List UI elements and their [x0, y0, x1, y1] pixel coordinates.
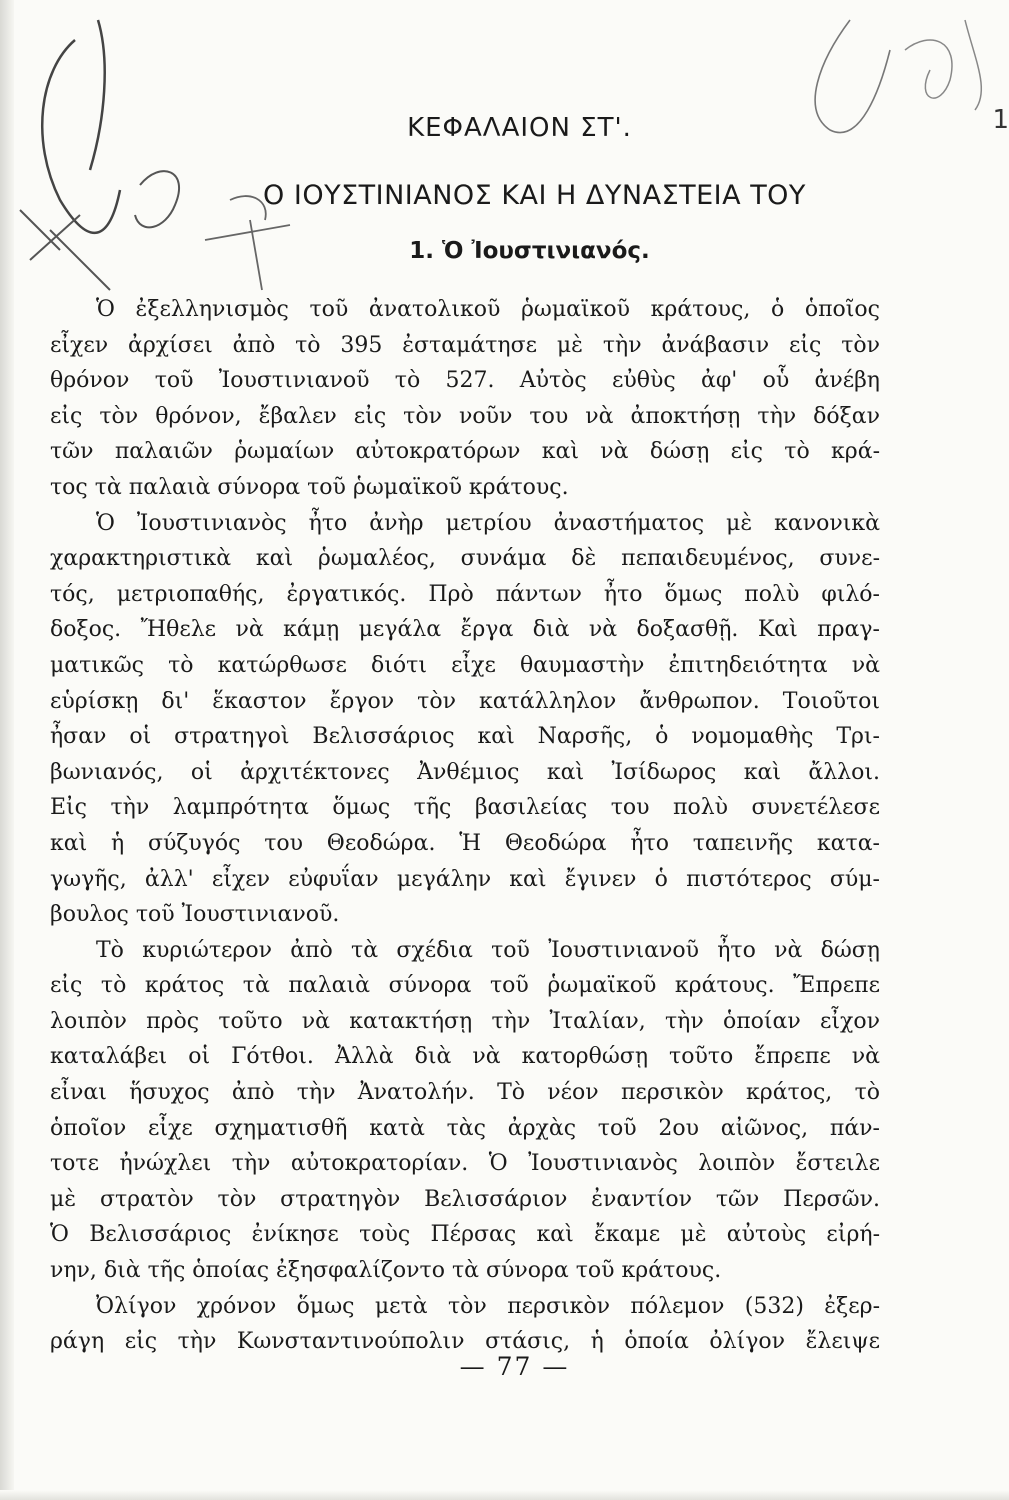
section-heading: 1. Ὁ Ἰουστινιανός.	[409, 238, 650, 264]
text-line: Ὀλίγον χρόνον ὅμως μετὰ τὸν περσικὸν πόλεμον (532) ἐξερ-	[96, 1293, 880, 1319]
text-line: εἰς τὸν θρόνον, ἔβαλεν εἰς τὸν νοῦν του νὰ ἀποκτήσῃ τὴν δόξαν	[50, 403, 880, 429]
text-line: ματικῶς τὸ κατώρθωσε διότι εἶχε θαυμαστὴν ἐπιτηδειότητα νὰ	[50, 652, 880, 678]
handwritten-annotation	[0, 0, 1009, 320]
chapter-heading: ΚΕΦΑΛΑΙΟΝ ΣΤ'.	[407, 113, 632, 143]
text-line: Ὁ ἐξελληνισμὸς τοῦ ἀνατολικοῦ ῥωμαϊκοῦ κράτους, ὁ ὁποῖος	[96, 297, 880, 322]
text-line: τοτε ἠνώχλει τὴν αὐτοκρατορίαν. Ὁ Ἰουστινιανὸς λοιπὸν ἔστειλε	[50, 1151, 880, 1177]
margin-mark: 1	[992, 105, 1009, 135]
text-line: τος τὰ παλαιὰ σύνορα τοῦ ῥωμαϊκοῦ κράτους.	[50, 474, 569, 500]
text-line: Ὁ Ἰουστινιανὸς ἦτο ἀνὴρ μετρίου ἀναστήματος μὲ κανονικὰ	[96, 510, 880, 536]
text-line: ράγη εἰς τὴν Κωνσταντινούπολιν στάσις, ἡ ὁποία ὀλίγον ἔλειψε	[50, 1329, 880, 1355]
text-line: ὁποῖον εἶχε σχηματισθῆ κατὰ τὰς ἀρχὰς τοῦ 2ου αἰῶνος, πάν-	[50, 1115, 880, 1141]
text-line: θρόνον τοῦ Ἰουστινιανοῦ τὸ 527. Αὐτὸς εὐθὺς ἀφ' οὗ ἀνέβη	[50, 368, 880, 394]
scan-edge	[0, 0, 14, 1500]
text-line: δοξος. Ἤθελε νὰ κάμῃ μεγάλα ἔργα διὰ νὰ δοξασθῇ. Καὶ πραγ-	[50, 617, 880, 643]
text-line: Εἰς τὴν λαμπρότητα ὅμως τῆς βασιλείας του πολὺ συνετέλεσε	[50, 795, 880, 821]
text-line: νην, διὰ τῆς ὁποίας ἐξησφαλίζοντο τὰ σύνορα τοῦ κράτους.	[50, 1258, 722, 1284]
text-line: μὲ στρατὸν τὸν στρατηγὸν Βελισσάριον ἐναντίον τῶν Περσῶν.	[50, 1186, 880, 1212]
chapter-title: Ο ΙΟΥΣΤΙΝΙΑΝΟΣ ΚΑΙ Η ΔΥΝΑΣΤΕΙΑ ΤΟΥ	[263, 180, 806, 211]
text-line: τῶν παλαιῶν ῥωμαίων αὐτοκρατόρων καὶ νὰ δώσῃ εἰς τὸ κρά-	[50, 439, 880, 465]
page-number: — 77 —	[459, 1352, 570, 1381]
text-line: εἶναι ἥσυχος ἀπὸ τὴν Ἀνατολήν. Τὸ νέον περσικὸν κράτος, τὸ	[50, 1080, 880, 1106]
text-line: βουλος τοῦ Ἰουστινιανοῦ.	[50, 902, 340, 928]
text-line: καταλάβει οἱ Γότθοι. Ἀλλὰ διὰ νὰ κατορθώσῃ τοῦτο ἔπρεπε νὰ	[50, 1044, 880, 1070]
text-line: εὑρίσκῃ δι' ἕκαστον ἔργον τὸν κατάλληλον ἄνθρωπον. Τοιοῦτοι	[50, 688, 880, 714]
text-line: Ὁ Βελισσάριος ἐνίκησε τοὺς Πέρσας καὶ ἔκαμε μὲ αὐτοὺς εἰρή-	[50, 1222, 880, 1248]
text-line: εἰς τὸ κράτος τὰ παλαιὰ σύνορα τοῦ ῥωμαϊκοῦ κράτους. Ἔπρεπε	[50, 973, 880, 999]
scan-edge-bottom	[0, 1490, 1009, 1500]
text-line: λοιπὸν πρὸς τοῦτο νὰ κατακτήσῃ τὴν Ἰταλίαν, τὴν ὁποίαν εἶχον	[50, 1008, 880, 1034]
text-line: βωνιανός, οἱ ἀρχιτέκτονες Ἀνθέμιος καὶ Ἰσίδωρος καὶ ἄλλοι.	[50, 759, 880, 785]
text-line: εἶχεν ἀρχίσει ἀπὸ τὸ 395 ἐσταμάτησε μὲ τὴν ἀνάβασιν εἰς τὸν	[50, 332, 880, 358]
text-line: καὶ ἡ σύζυγός του Θεοδώρα. Ἡ Θεοδώρα ἦτο ταπεινῆς κατα-	[50, 830, 880, 856]
text-line: τός, μετριοπαθής, ἐργατικός. Πρὸ πάντων ἦτο ὅμως πολὺ φιλό-	[50, 581, 880, 607]
text-line: Τὸ κυριώτερον ἀπὸ τὰ σχέδια τοῦ Ἰουστινιανοῦ ἦτο νὰ δώσῃ	[96, 937, 880, 963]
text-line: γωγῆς, ἀλλ' εἶχεν εὐφυΐαν μεγάλην καὶ ἔγινεν ὁ πιστότερος σύμ-	[50, 866, 880, 892]
text-line: χαρακτηριστικὰ καὶ ῥωμαλέος, συνάμα δὲ πεπαιδευμένος, συνε-	[50, 546, 880, 572]
body-text	[50, 292, 880, 1360]
text-line: ἦσαν οἱ στρατηγοὶ Βελισσάριος καὶ Ναρσῆς, ὁ νομομαθὴς Τρι-	[50, 724, 880, 750]
